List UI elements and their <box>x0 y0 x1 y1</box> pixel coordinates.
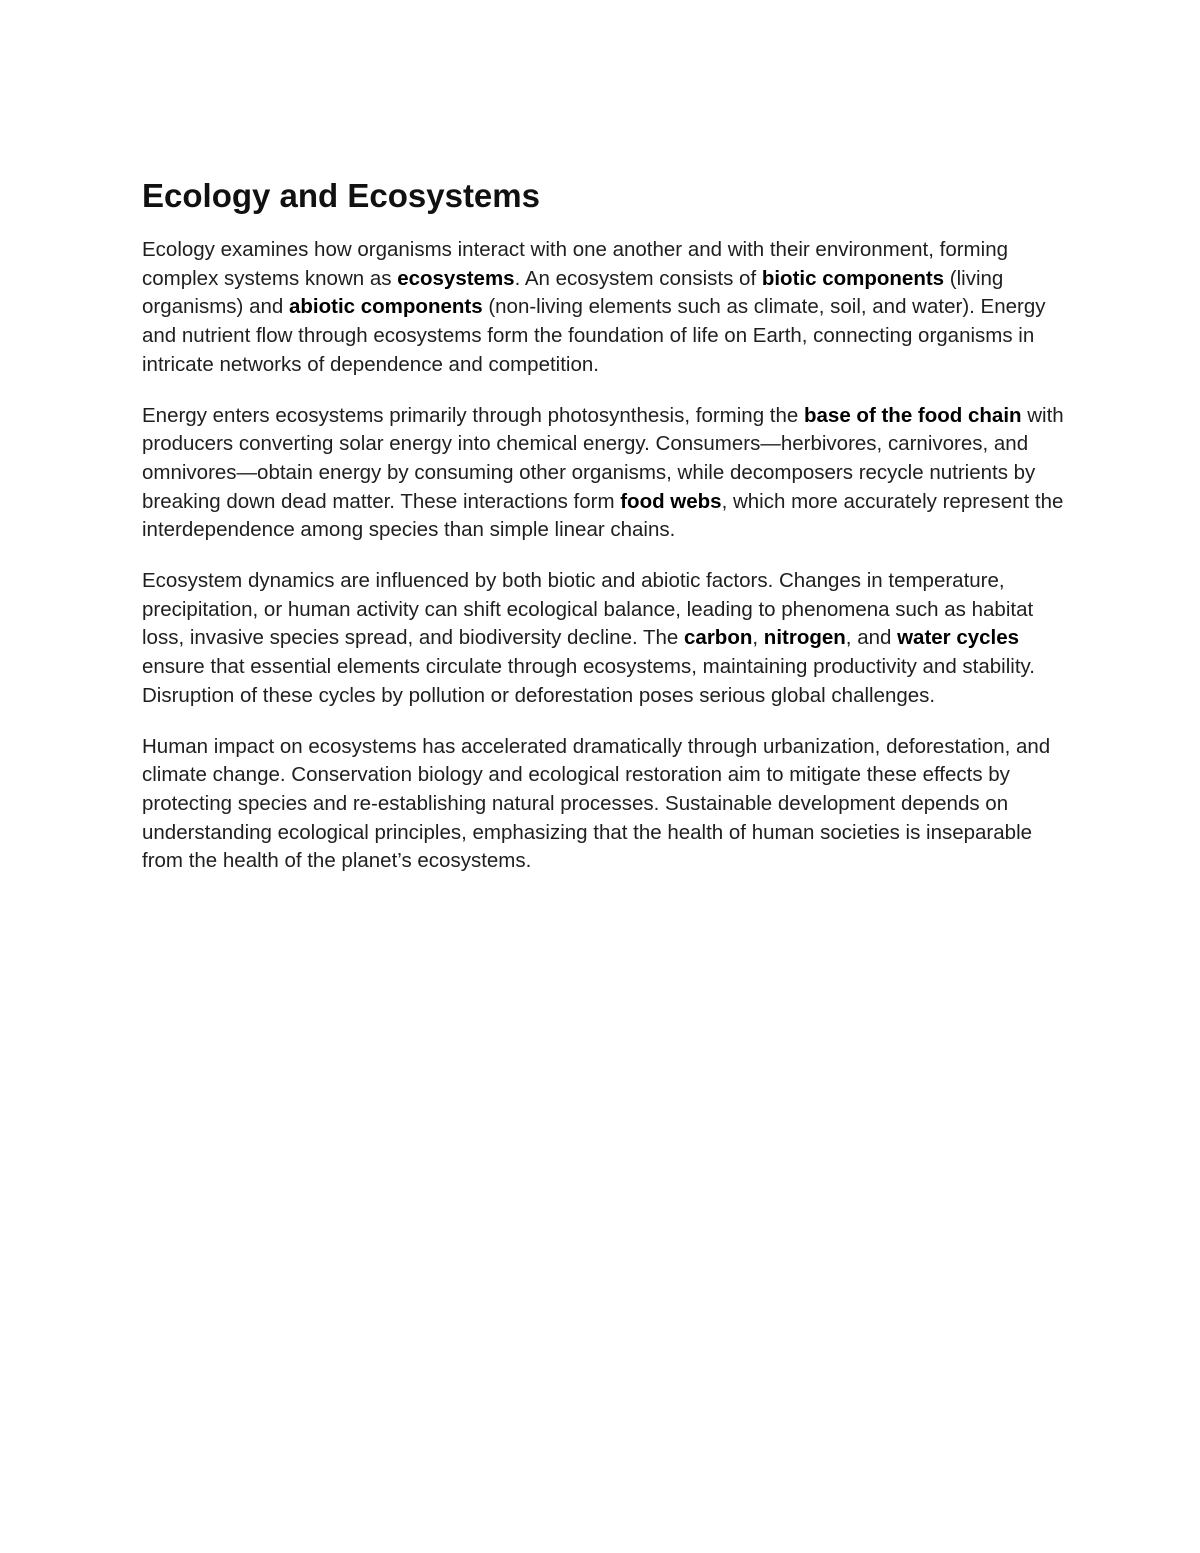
bold-term-ecosystems: ecosystems <box>397 266 515 290</box>
text-run: Ecology examines how organisms interact with one another and with their environment, forming complex systems known as <box>142 238 1008 290</box>
paragraph-energy <box>142 402 1072 546</box>
text-run: Energy enters ecosystems primarily through photosynthesis, forming the <box>142 403 804 427</box>
text-run: (living organisms) and <box>142 266 1004 319</box>
text-run: ensure that essential elements circulate through ecosystems, maintaining productivity and stability. Disruption of these cycles by pollution or deforestation poses serious global challenges. <box>142 655 1035 707</box>
bold-term-biotic-components: biotic components <box>761 266 945 290</box>
bold-term-base-of-food-chain: base of the food chain <box>804 403 1022 427</box>
text-run: , and <box>845 626 898 650</box>
document-body <box>142 174 1072 898</box>
text-run: , <box>752 626 764 650</box>
text-run: with producers converting solar energy into chemical energy. Consumers—herbivores, carnivores, and omnivores—obtain energy by consuming other organisms, while decomposers recycle nutrients by breaking down dead matter. These interactions form <box>142 403 1064 513</box>
paragraph-human-impact <box>142 733 1072 877</box>
bold-term-carbon: carbon <box>684 626 753 650</box>
paragraph-intro <box>142 236 1072 380</box>
bold-term-abiotic-components: abiotic components <box>288 295 483 319</box>
text-run: , which more accurately represent the interdependence among species than simple linear chains. <box>142 489 1064 542</box>
text-run: . An ecosystem consists of <box>514 266 762 290</box>
text-run: Human impact on ecosystems has accelerated dramatically through urbanization, deforestation, and climate change. Conservation biology and ecological restoration aim to mitigate these effects by protecting species and re-establishing natural processes. Sustainable development depends on understanding ecological principles, emphasizing that the health of human societies is inseparable from the health of the planet’s ecosystems. <box>142 734 1051 873</box>
page-title: Ecology and Ecosystems <box>142 177 540 214</box>
text-run: (non-living elements such as climate, soil, and water). Energy and nutrient flow through ecosystems form the foundation of life on Earth, connecting organisms in intricate networks of dependence and competition. <box>142 295 1046 376</box>
bold-term-nitrogen: nitrogen <box>763 626 846 650</box>
text-run: Ecosystem dynamics are influenced by both biotic and abiotic factors. Changes in temperature, precipitation, or human activity can shift ecological balance, leading to phenomena such as habitat loss, invasive species spread, and biodiversity decline. The <box>142 569 1034 650</box>
bold-term-food-webs: food webs <box>620 489 722 513</box>
bold-term-water-cycles: water cycles <box>897 626 1020 650</box>
paragraph-dynamics <box>142 567 1072 711</box>
